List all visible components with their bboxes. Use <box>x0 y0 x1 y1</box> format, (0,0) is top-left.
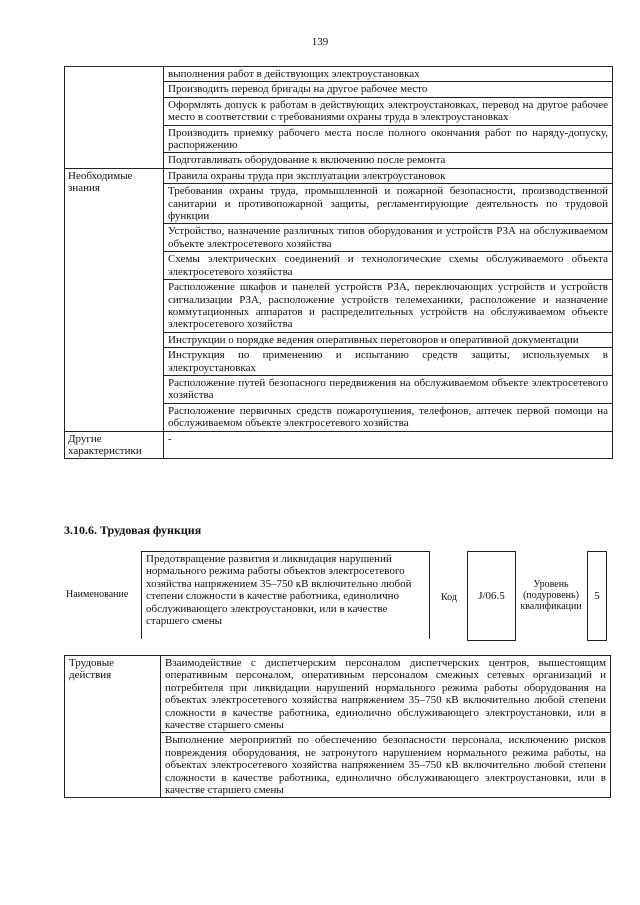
function-name: Предотвращение развития и ликвидация нарушений нормального режима работы объектов электросетевого хозяйства напряжением 35–750 кВ включительно любой степени сложности в качестве работника, единолично обслуживающего электроустановки, или в качестве старшего смены <box>141 551 430 639</box>
table-row <box>65 168 613 183</box>
code-value-box <box>467 551 516 641</box>
level-value-box <box>587 551 607 641</box>
table-cell: Взаимодействие с диспетчерским персоналом диспетчерских центров, вышестоящим оперативным персоналом, оперативным персоналом смежных сетевых организаций и потребителя при ликвидации нарушений нормального режима работы оборудования на объектах электросетевого хозяйства напряжением 35–750 кВ включительно любой степени сложности в качестве работника, единолично обслуживающего электроустановки, или в качестве старшего смены <box>161 656 611 733</box>
table-row <box>65 431 613 459</box>
knowledge-table <box>64 66 613 459</box>
table-cell: Оформлять допуск к работам в действующих электроустановках, перевод на другое рабочее место в соответствии с требованиями охраны труда в электроустановках <box>164 97 613 125</box>
table-cell: Устройство, назначение различных типов оборудования и устройств РЗА на обслуживаемом объекте электросетевого хозяйства <box>164 224 613 252</box>
table-cell: Выполнение мероприятий по обеспечению безопасности персонала, исключению рисков повреждения оборудования, не затронутого нарушением нормального режима работы, на объектах электросетевого хозяйства напряжением 35–750 кВ включительно любой степени сложности в качестве работника, единолично обслуживающего электроустановки, или в качестве старшего смены <box>161 733 611 798</box>
table-row <box>65 656 611 733</box>
level-value: 5 <box>594 589 600 602</box>
page-number: 139 <box>311 36 329 48</box>
actions-label: Трудовые действия <box>65 656 161 798</box>
name-label: Наименование <box>66 589 129 600</box>
table-cell: Подготавливать оборудование к включению после ремонта <box>164 153 613 168</box>
table-cell: Расположение шкафов и панелей устройств РЗА, переключающих устройств и устройств сигнализации РЗА, расположение устройств телемеханики, расположение и назначение коммутационных аппаратов и распределительных устройств на обслуживаемом объекте электросетевого хозяйства <box>164 280 613 333</box>
table-cell: Производить перевод бригады на другое рабочее место <box>164 82 613 97</box>
section-heading: 3.10.6. Трудовая функция <box>64 523 202 537</box>
table-cell: Расположение первичных средств пожаротушения, телефонов, аптечек первой помощи на обслуживаемом объекте электросетевого хозяйства <box>164 403 613 431</box>
knowledge-label: Необходимые знания <box>65 168 164 431</box>
code-value: J/06.5 <box>478 589 505 602</box>
table-cell: Инструкция по применению и испытанию средств защиты, используемых в электроустановках <box>164 348 613 376</box>
table-cell: Правила охраны труда при эксплуатации электроустановок <box>164 168 613 183</box>
table-cell: Производить приемку рабочего места после полного окончания работ по наряду-допуску, распоряжению <box>164 125 613 153</box>
table-cell: Расположение путей безопасного передвижения на обслуживаемом объекте электросетевого хозяйства <box>164 375 613 403</box>
table-row <box>65 67 613 82</box>
blank-label-cell <box>65 67 164 169</box>
other-value: - <box>164 431 613 459</box>
table-cell: Требования охраны труда, промышленной и пожарной безопасности, производственной санитарии и противопожарной защиты, регламентирующие деятельность по трудовой функции <box>164 184 613 224</box>
table-cell: Схемы электрических соединений и технологические схемы обслуживаемого объекта электросетевого хозяйства <box>164 252 613 280</box>
table-cell: выполнения работ в действующих электроустановках <box>164 67 613 82</box>
level-label: Уровень (подуровень) квалификации <box>520 579 582 612</box>
actions-table <box>64 655 611 798</box>
other-label: Другие характеристики <box>65 431 164 459</box>
code-label: Код <box>441 592 457 603</box>
table-cell: Инструкции о порядке ведения оперативных переговоров и оперативной документации <box>164 332 613 347</box>
